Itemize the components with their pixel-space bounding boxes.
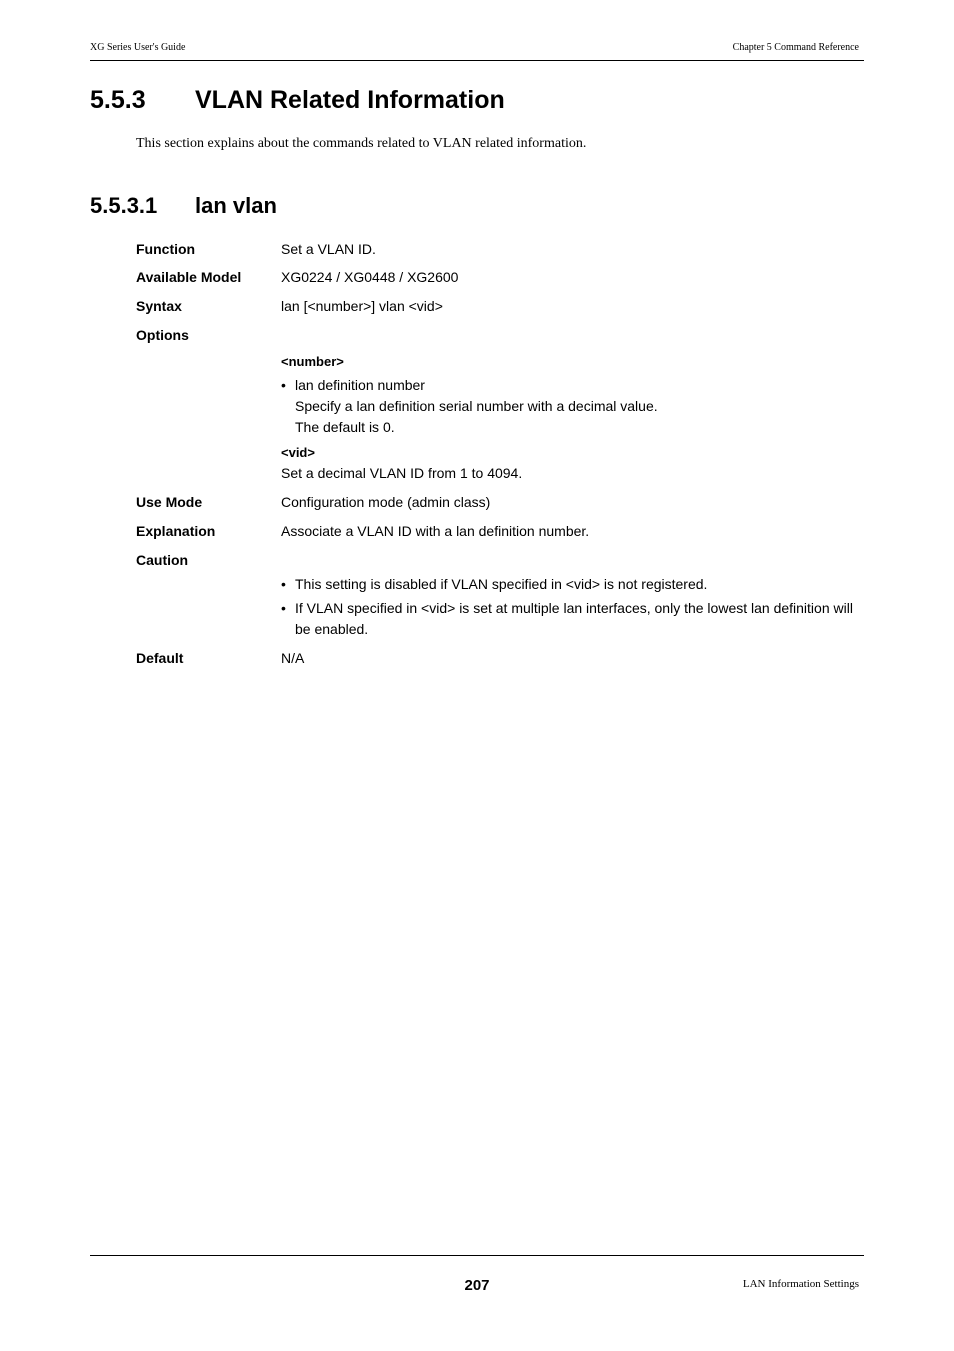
footer-rule bbox=[90, 1255, 864, 1256]
default-value: N/A bbox=[281, 650, 305, 666]
running-footer-right: LAN Information Settings bbox=[742, 1278, 859, 1290]
available-model-label: Available Model bbox=[136, 269, 242, 285]
options-label: Options bbox=[136, 327, 189, 343]
running-header-right: Chapter 5 Command Reference bbox=[732, 42, 859, 53]
page-number: 207 bbox=[464, 1277, 490, 1294]
bullet-icon: • bbox=[281, 377, 286, 393]
explanation-value: Associate a VLAN ID with a lan definition number. bbox=[281, 523, 590, 539]
caution-item-text: If VLAN specified in <vid> is set at multiple lan interfaces, only the lowest lan definition will be enabled. bbox=[295, 600, 853, 637]
subsection-heading bbox=[90, 193, 277, 219]
syntax-value: lan [<number>] vlan <vid> bbox=[281, 298, 443, 314]
option-number-desc-2: The default is 0. bbox=[295, 419, 395, 435]
caution-item bbox=[281, 598, 864, 640]
explanation-label: Explanation bbox=[136, 523, 216, 539]
function-label: Function bbox=[136, 241, 196, 257]
subsection-number: 5.5.3.1 bbox=[90, 193, 158, 218]
option-vid-heading: <vid> bbox=[281, 445, 315, 460]
bullet-icon: • bbox=[281, 576, 286, 592]
available-model-value: XG0224 / XG0448 / XG2600 bbox=[281, 269, 459, 285]
option-number-bullet-text: lan definition number bbox=[295, 377, 425, 393]
function-value: Set a VLAN ID. bbox=[281, 241, 376, 257]
subsection-title: lan vlan bbox=[195, 193, 277, 218]
option-number-item bbox=[281, 375, 864, 438]
caution-label: Caution bbox=[136, 552, 189, 568]
section-intro: This section explains about the commands related to VLAN related information. bbox=[136, 136, 587, 151]
section-title: VLAN Related Information bbox=[195, 86, 505, 114]
running-header-left: XG Series User's Guide bbox=[90, 42, 186, 53]
bullet-icon: • bbox=[281, 600, 286, 616]
option-number-desc-1: Specify a lan definition serial number with a decimal value. bbox=[295, 398, 658, 414]
caution-item-text: This setting is disabled if VLAN specified in <vid> is not registered. bbox=[295, 576, 708, 592]
option-vid-desc: Set a decimal VLAN ID from 1 to 4094. bbox=[281, 465, 523, 481]
section-number: 5.5.3 bbox=[90, 86, 146, 114]
option-number-heading: <number> bbox=[281, 354, 344, 369]
caution-item bbox=[281, 574, 864, 595]
header-rule bbox=[90, 60, 864, 61]
syntax-label: Syntax bbox=[136, 298, 182, 314]
default-label: Default bbox=[136, 650, 184, 666]
use-mode-value: Configuration mode (admin class) bbox=[281, 494, 491, 510]
section-heading bbox=[90, 86, 505, 115]
use-mode-label: Use Mode bbox=[136, 494, 203, 510]
